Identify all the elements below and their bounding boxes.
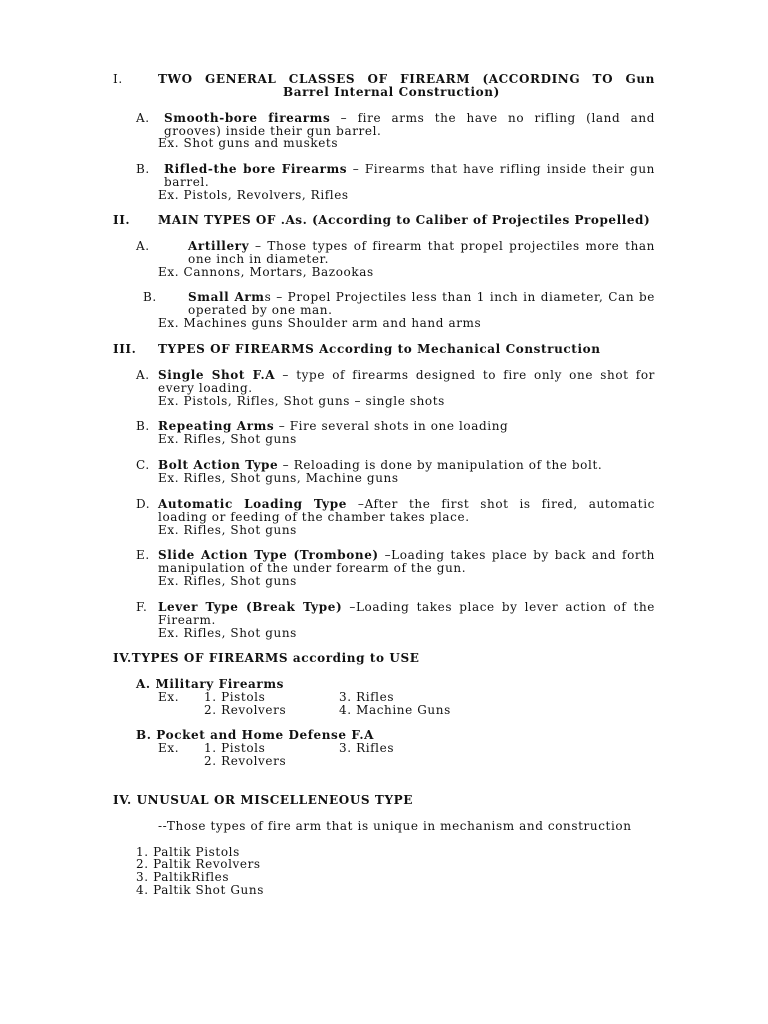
list-item: 4. Paltik Shot Guns bbox=[136, 883, 264, 897]
section-2-b-letter: B. bbox=[143, 290, 157, 304]
section-2-number: II. bbox=[113, 213, 131, 227]
section-2-b-line2: operated by one man. bbox=[188, 303, 333, 317]
section-4-b-ex: Ex. bbox=[158, 741, 180, 755]
section-1-b-line bbox=[164, 163, 655, 176]
section-1-a-example: Ex. Shot guns and muskets bbox=[158, 136, 339, 150]
term-small-arms: Small Arm bbox=[188, 290, 265, 304]
list-item: 2. Revolvers bbox=[204, 703, 287, 717]
section-3-title-bold: TYPES OF FIREARMS bbox=[158, 342, 315, 356]
section-2-a-example: Ex. Cannons, Mortars, Bazookas bbox=[158, 265, 374, 279]
section-3-e-letter: E. bbox=[136, 548, 150, 562]
list-item: 3. Rifles bbox=[339, 690, 395, 704]
list-item: 3. PaltikRifles bbox=[136, 870, 230, 884]
term-rifled-bore: Rifled-the bore Firearms bbox=[164, 162, 348, 176]
section-3-f-line bbox=[158, 601, 655, 614]
list-item: 4. Machine Guns bbox=[339, 703, 451, 717]
list-item: 1. Pistols bbox=[204, 690, 266, 704]
definition-text: – Firearms that have rifling inside their gun bbox=[347, 162, 655, 176]
section-3-c-letter: C. bbox=[136, 458, 150, 472]
term-repeating-arms: Repeating Arms bbox=[158, 419, 275, 433]
section-3-d-letter: D. bbox=[136, 497, 151, 511]
definition-text: –Loading takes place by lever action of the bbox=[342, 600, 655, 614]
definition-text: –After the first shot is fired, automatic bbox=[346, 497, 655, 511]
section-2-b-example: Ex. Machines guns Shoulder arm and hand arms bbox=[158, 316, 482, 330]
section-3-f-letter: F. bbox=[136, 600, 148, 614]
definition-text: – type of firearms designed to fire only one shot for bbox=[275, 368, 655, 382]
section-2-a-line2: one inch in diameter. bbox=[188, 252, 329, 266]
section-4-b-label: B. Pocket and Home Defense F.A bbox=[136, 728, 375, 742]
section-3-b-example: Ex. Rifles, Shot guns bbox=[158, 432, 297, 446]
section-3-title-rest: According to Mechanical Construction bbox=[314, 342, 601, 356]
definition-text: – Fire several shots in one loading bbox=[274, 419, 509, 433]
section-4-a-label: A. Military Firearms bbox=[136, 677, 285, 691]
term-automatic-loading: Automatic Loading Type bbox=[158, 497, 347, 511]
section-3-e-line2: manipulation of the under forearm of the gun. bbox=[158, 561, 467, 575]
section-3-a-line2: every loading. bbox=[158, 381, 253, 395]
section-5-title: IV. UNUSUAL OR MISCELLENEOUS TYPE bbox=[113, 793, 413, 807]
section-3-number: III. bbox=[113, 342, 137, 356]
term-bolt-action: Bolt Action Type bbox=[158, 458, 279, 472]
definition-text: – fire arms the have no rifling (land and bbox=[330, 111, 655, 125]
section-3-c-example: Ex. Rifles, Shot guns, Machine guns bbox=[158, 471, 399, 485]
section-3-a-example: Ex. Pistols, Rifles, Shot guns – single shots bbox=[158, 394, 445, 408]
section-3-b-letter: B. bbox=[136, 419, 150, 433]
section-3-d-example: Ex. Rifles, Shot guns bbox=[158, 523, 297, 537]
term-slide-action: Slide Action Type (Trombone) bbox=[158, 548, 379, 562]
section-3-title bbox=[158, 343, 601, 356]
list-item: 3. Rifles bbox=[339, 741, 395, 755]
section-1-title: TWO GENERAL CLASSES OF FIREARM (ACCORDING TO Gun bbox=[158, 72, 655, 86]
definition-text: – Reloading is done by manipulation of the bolt. bbox=[278, 458, 603, 472]
section-3-e-example: Ex. Rifles, Shot guns bbox=[158, 574, 297, 588]
section-2-a-letter: A. bbox=[136, 239, 150, 253]
section-1-title-cont: Barrel Internal Construction) bbox=[283, 85, 500, 99]
definition-text: –Loading takes place by back and forth bbox=[378, 548, 655, 562]
section-1-b-letter: B. bbox=[136, 162, 150, 176]
list-item: 2. Paltik Revolvers bbox=[136, 857, 261, 871]
list-item: 1. Pistols bbox=[204, 741, 266, 755]
section-1-b-line2: barrel. bbox=[164, 175, 210, 189]
term-smooth-bore: Smooth-bore firearms bbox=[164, 111, 331, 125]
section-5-intro: --Those types of fire arm that is unique in mechanism and construction bbox=[158, 819, 632, 833]
section-2-title: MAIN TYPES OF .As. (According to Caliber of Projectiles Propelled) bbox=[158, 213, 651, 227]
list-item: 2. Revolvers bbox=[204, 754, 287, 768]
section-3-f-line2: Firearm. bbox=[158, 613, 216, 627]
definition-text: – Those types of firearm that propel projectiles more than bbox=[249, 239, 655, 253]
section-1-a-letter: A. bbox=[136, 111, 150, 125]
section-3-d-line2: loading or feeding of the chamber takes place. bbox=[158, 510, 470, 524]
section-1-a-line2: grooves) inside their gun barrel. bbox=[164, 124, 382, 138]
list-item: 1. Paltik Pistols bbox=[136, 845, 240, 859]
section-3-f-example: Ex. Rifles, Shot guns bbox=[158, 626, 297, 640]
section-3-a-letter: A. bbox=[136, 368, 150, 382]
section-4-title: IV.TYPES OF FIREARMS according to USE bbox=[113, 651, 420, 665]
section-4-a-ex: Ex. bbox=[158, 690, 180, 704]
term-artillery: Artillery bbox=[188, 239, 250, 253]
section-1-number: I. bbox=[113, 72, 123, 86]
definition-text: s – Propel Projectiles less than 1 inch in diameter, Can be bbox=[264, 290, 655, 304]
term-single-shot: Single Shot F.A bbox=[158, 368, 276, 382]
term-lever-type: Lever Type (Break Type) bbox=[158, 600, 343, 614]
section-1-b-example: Ex. Pistols, Revolvers, Rifles bbox=[158, 188, 349, 202]
